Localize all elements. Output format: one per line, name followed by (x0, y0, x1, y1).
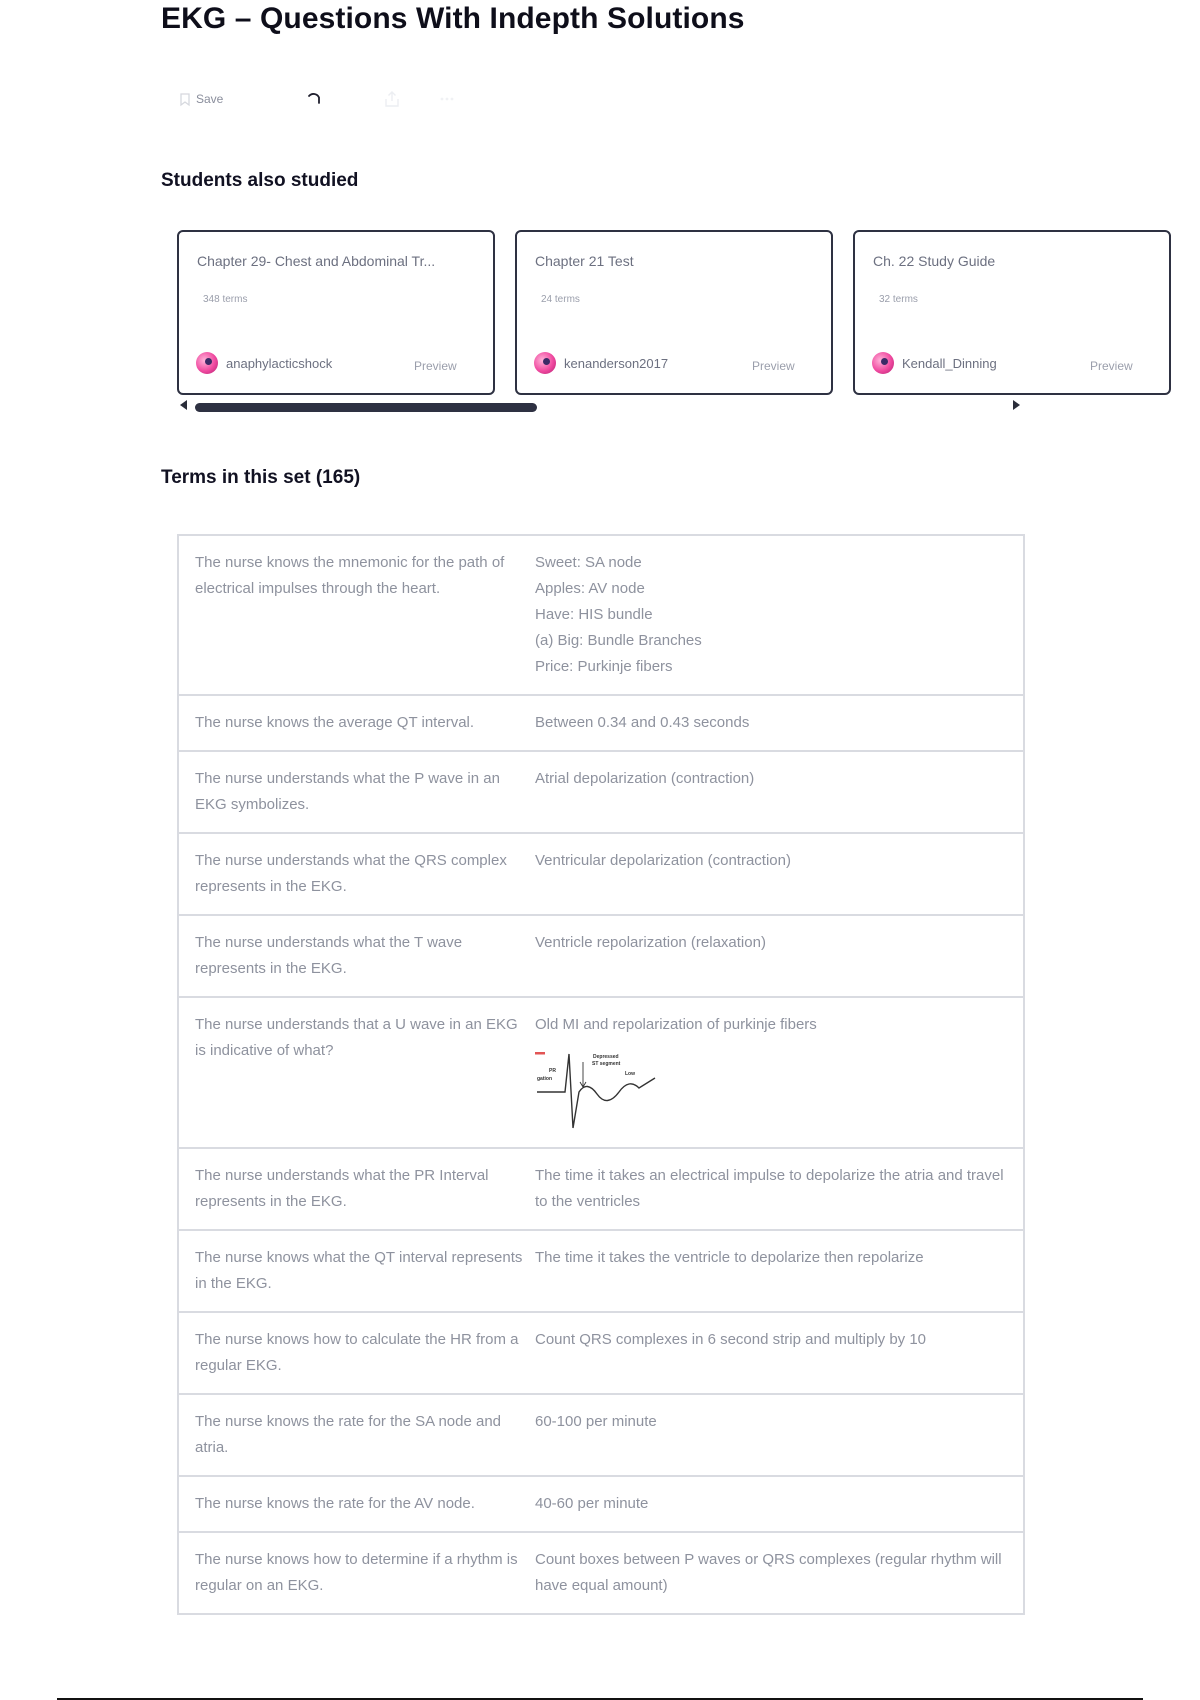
terms-table (177, 534, 1025, 1615)
preview-button[interactable]: Preview (414, 359, 457, 373)
students-also-studied-heading: Students also studied (161, 170, 359, 191)
more-button[interactable] (435, 84, 459, 114)
share-button[interactable] (380, 84, 404, 114)
term-text: The nurse knows how to determine if a rhythm is regular on an EKG. (178, 1532, 535, 1614)
ekg-waveform-image (535, 1048, 675, 1133)
term-text: The nurse understands that a U wave in an EKG is indicative of what? (178, 997, 535, 1148)
card-title: Chapter 29- Chest and Abdominal Tr... (197, 253, 436, 269)
term-text: The nurse knows the rate for the AV node. (178, 1476, 535, 1532)
avatar (534, 352, 556, 374)
term-text: The nurse knows how to calculate the HR from a regular EKG. (178, 1312, 535, 1394)
definition-text: Sweet: SA node Apples: AV node Have: HIS bundle (a) Big: Bundle Branches Price: Purkinje fibers (535, 535, 1024, 695)
definition-text: Between 0.34 and 0.43 seconds (535, 695, 1024, 751)
save-button[interactable] (180, 92, 223, 106)
definition-text: Ventricular depolarization (contraction) (535, 833, 1024, 915)
page-title: EKG – Questions With Indepth Solutions (161, 2, 745, 35)
table-row (178, 1148, 1024, 1230)
table-row (178, 833, 1024, 915)
loading-button[interactable] (302, 84, 326, 114)
diagram-label: Depressed (593, 1054, 619, 1060)
study-set-card[interactable] (177, 230, 495, 395)
table-row (178, 535, 1024, 695)
definition-text: 40-60 per minute (535, 1476, 1024, 1532)
card-author-name: anaphylacticshock (226, 355, 333, 371)
card-author[interactable] (534, 352, 668, 374)
scroll-left-arrow-icon[interactable] (180, 400, 187, 410)
carousel-scrollbar-thumb[interactable] (195, 403, 537, 412)
bookmark-icon (180, 93, 190, 106)
card-author[interactable] (872, 352, 997, 374)
set-toolbar (180, 84, 223, 114)
table-row (178, 1394, 1024, 1476)
card-author[interactable] (196, 352, 332, 374)
table-row (178, 695, 1024, 751)
table-row (178, 1312, 1024, 1394)
table-row (178, 1476, 1024, 1532)
table-row (178, 1532, 1024, 1614)
table-row (178, 751, 1024, 833)
definition-text: Atrial depolarization (contraction) (535, 751, 1024, 833)
card-terms-count: 348 terms (203, 294, 248, 305)
preview-button[interactable]: Preview (1090, 359, 1133, 373)
diagram-label: gation (537, 1076, 552, 1082)
term-text: The nurse knows the mnemonic for the path of electrical impulses through the heart. (178, 535, 535, 695)
diagram-label: Low (625, 1071, 635, 1077)
card-title: Ch. 22 Study Guide (873, 253, 996, 269)
term-text: The nurse understands what the QRS complex represents in the EKG. (178, 833, 535, 915)
avatar (196, 352, 218, 374)
card-author-name: Kendall_Dinning (902, 355, 997, 371)
preview-button[interactable]: Preview (752, 359, 795, 373)
terms-in-set-heading: Terms in this set (165) (161, 467, 361, 488)
study-set-card[interactable] (853, 230, 1171, 395)
card-title: Chapter 21 Test (535, 253, 634, 269)
table-row (178, 1230, 1024, 1312)
share-icon (384, 90, 400, 108)
table-row (178, 915, 1024, 997)
card-author-name: kenanderson2017 (564, 355, 669, 371)
study-set-card[interactable] (515, 230, 833, 395)
term-text: The nurse understands what the PR Interval represents in the EKG. (178, 1148, 535, 1230)
diagram-label: ST segment (592, 1061, 621, 1067)
diagram-label: PR (549, 1068, 556, 1074)
definition-text: Ventricle repolarization (relaxation) (535, 915, 1024, 997)
students-also-studied-carousel (175, 230, 1133, 415)
definition-text: Count boxes between P waves or QRS complexes (regular rhythm will have equal amount) (535, 1532, 1024, 1614)
avatar (872, 352, 894, 374)
term-text: The nurse understands what the P wave in an EKG symbolizes. (178, 751, 535, 833)
card-terms-count: 24 terms (541, 294, 580, 305)
term-text: The nurse understands what the T wave represents in the EKG. (178, 915, 535, 997)
definition-cell (535, 997, 1024, 1148)
definition-text: The time it takes the ventricle to depolarize then repolarize (535, 1230, 1024, 1312)
definition-text: 60-100 per minute (535, 1394, 1024, 1476)
card-terms-count: 32 terms (879, 294, 918, 305)
save-label: Save (196, 92, 224, 106)
definition-text: Count QRS complexes in 6 second strip and multiply by 10 (535, 1312, 1024, 1394)
definition-text: Old MI and repolarization of purkinje fibers (535, 1016, 817, 1033)
term-text: The nurse knows the average QT interval. (178, 695, 535, 751)
scroll-right-arrow-icon[interactable] (1013, 400, 1020, 410)
more-icon (439, 96, 455, 102)
table-row (178, 997, 1024, 1148)
definition-text: The time it takes an electrical impulse to depolarize the atria and travel to the ventricles (535, 1148, 1024, 1230)
loading-spinner-icon (306, 91, 322, 107)
term-text: The nurse knows the rate for the SA node and atria. (178, 1394, 535, 1476)
term-text: The nurse knows what the QT interval represents in the EKG. (178, 1230, 535, 1312)
